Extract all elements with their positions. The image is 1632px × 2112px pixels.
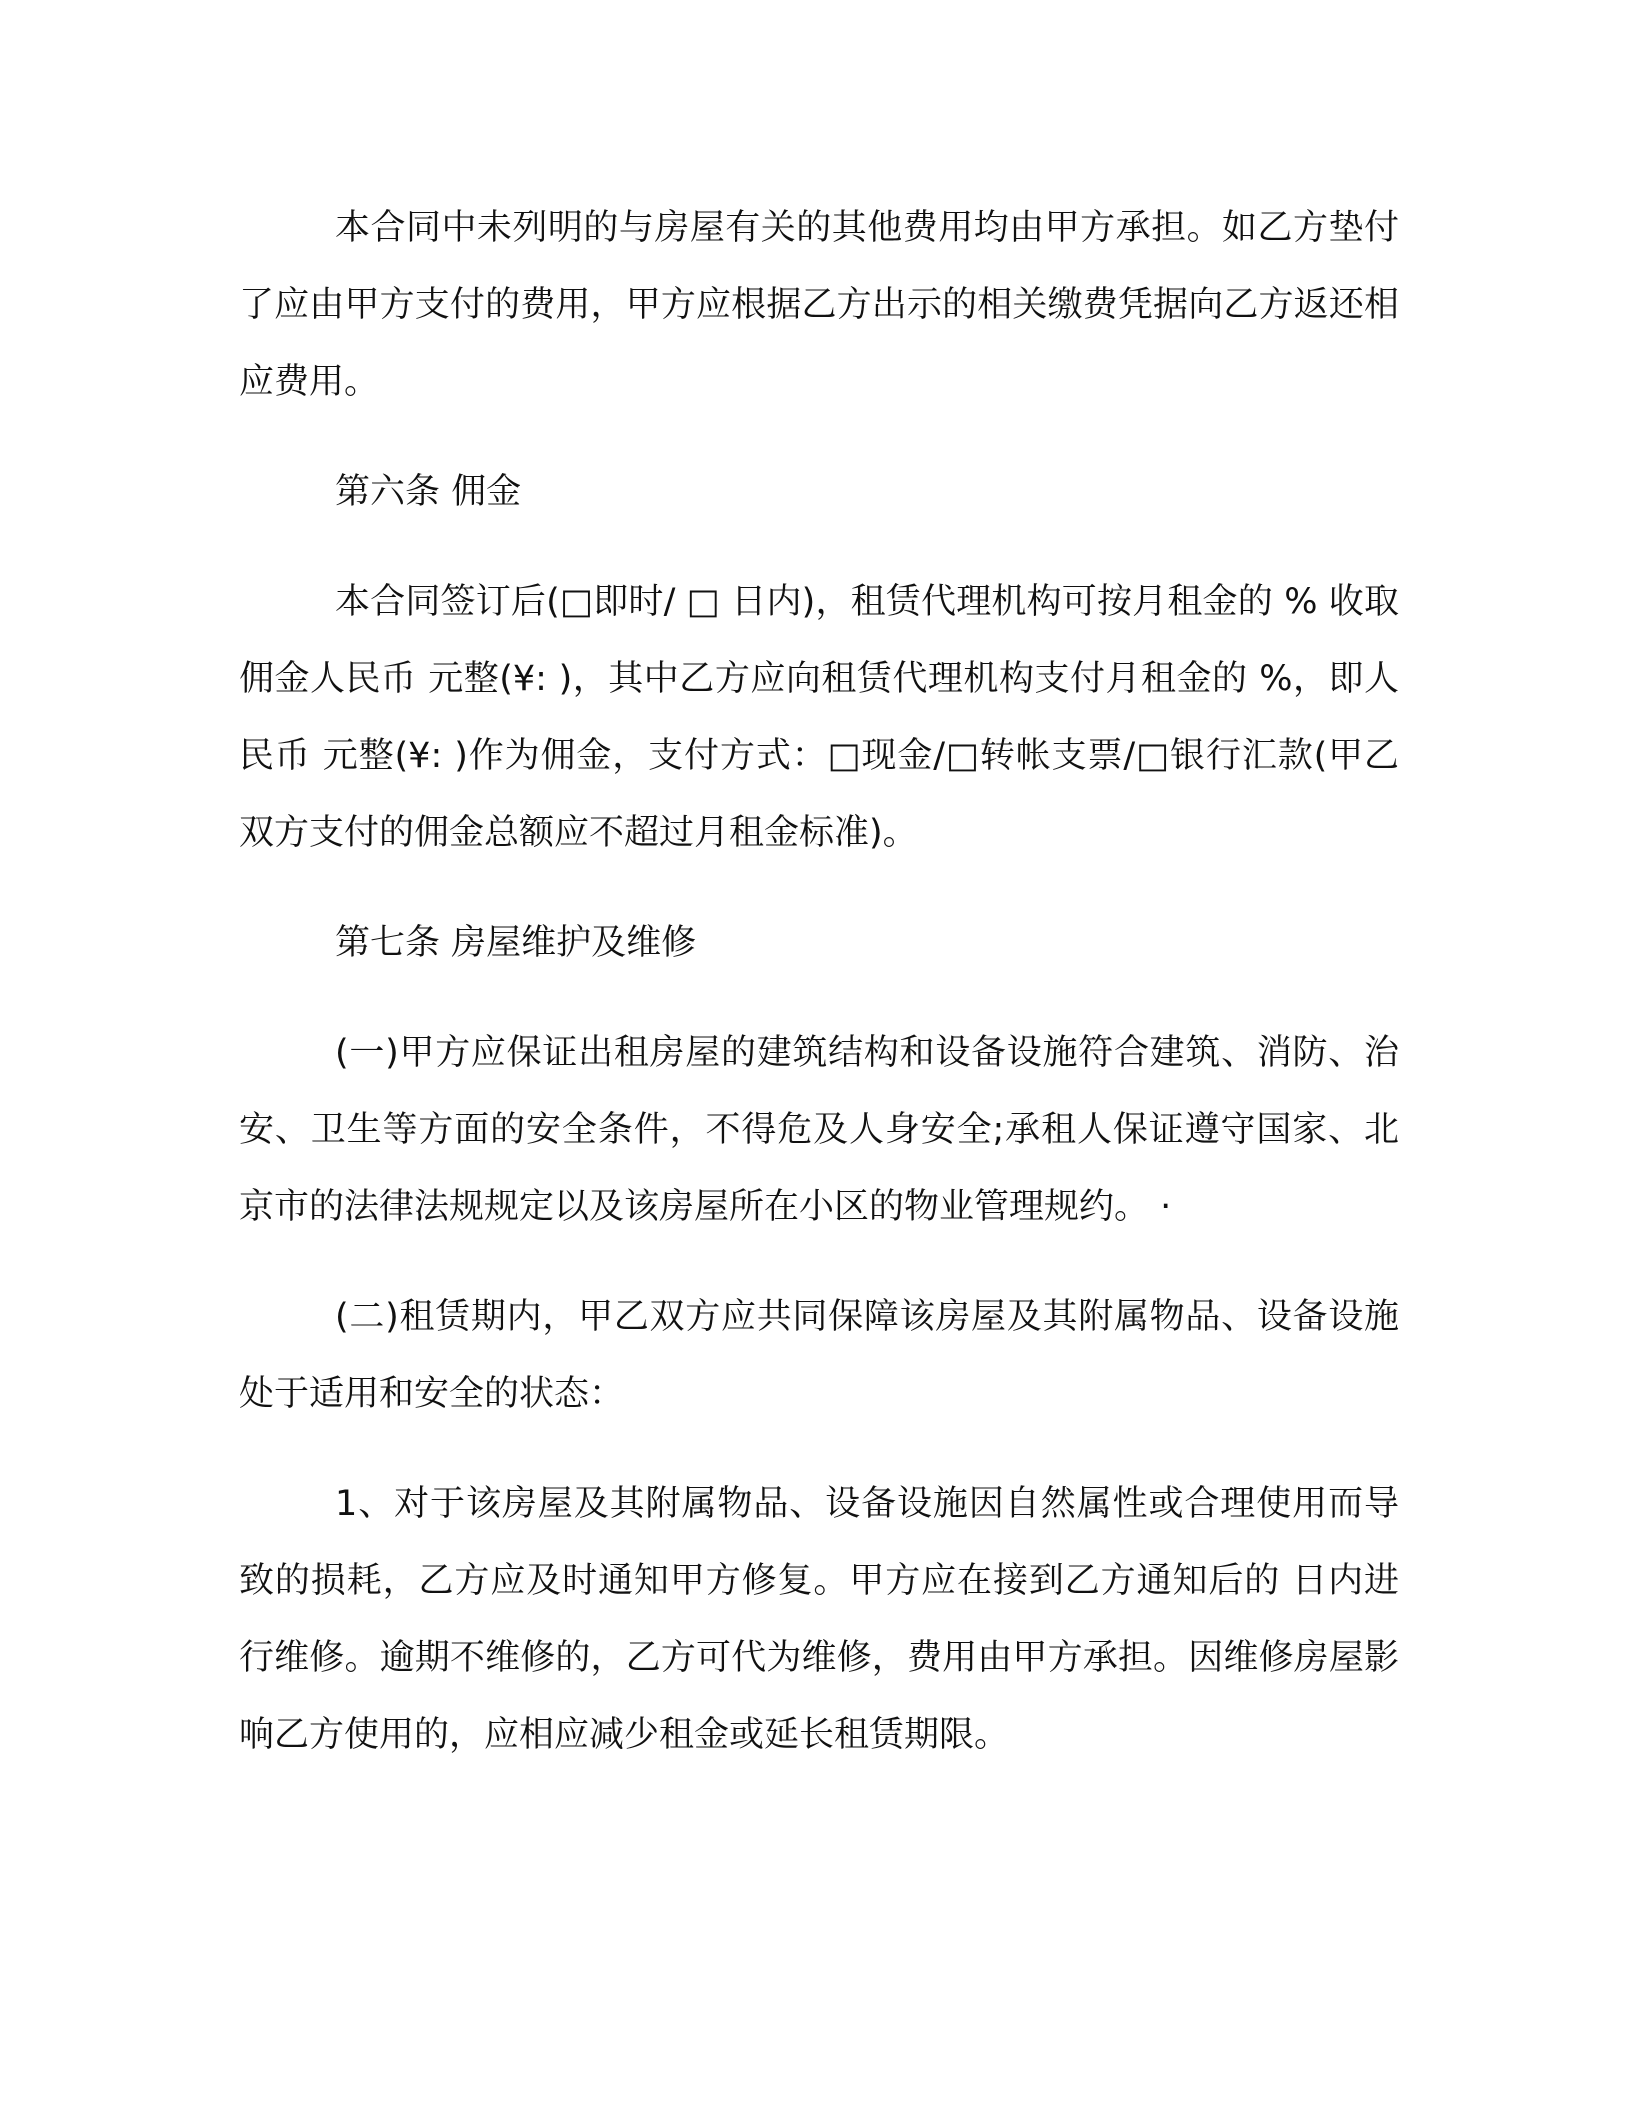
paragraph-maintenance-2: (二)租赁期内，甲乙双方应共同保障该房屋及其附属物品、设备设施处于适用和安全的状态： bbox=[239, 1297, 1399, 1414]
paragraph-maintenance-1: (一)甲方应保证出租房屋的建筑结构和设备设施符合建筑、消防、治安、卫生等方面的安全条件，不得危及人身安全;承租人保证遵守国家、北京市的法律法规规定以及该房屋所在小区的物业管理规约。 · bbox=[239, 1033, 1399, 1227]
heading-article-7: 第七条 房屋维护及维修 bbox=[335, 923, 697, 963]
paragraph-maintenance-item-1: 1、对于该房屋及其附属物品、设备设施因自然属性或合理使用而导致的损耗，乙方应及时通知甲方修复。甲方应在接到乙方通知后的 日内进行维修。逾期不维修的，乙方可代为维修，费用由甲方承担。因维修房屋影响乙方使用的，应相应减少租金或延长租赁期限。 bbox=[239, 1484, 1399, 1755]
document-body bbox=[239, 190, 1399, 1774]
paragraph-other-fees: 本合同中未列明的与房屋有关的其他费用均由甲方承担。如乙方垫付了应由甲方支付的费用，甲方应根据乙方出示的相关缴费凭据向乙方返还相应费用。 bbox=[239, 208, 1399, 402]
paragraph-commission: 本合同签订后(□即时/ □ 日内)，租赁代理机构可按月租金的 % 收取佣金人民币 元整(¥: )，其中乙方应向租赁代理机构支付月租金的 %，即人民币 元整(¥: )作为佣金，支付方式：□现金/□转帐支票/□银行汇款(甲乙双方支付的佣金总额应不超过月租金标准)。 bbox=[239, 582, 1399, 853]
heading-article-6: 第六条 佣金 bbox=[335, 472, 522, 512]
